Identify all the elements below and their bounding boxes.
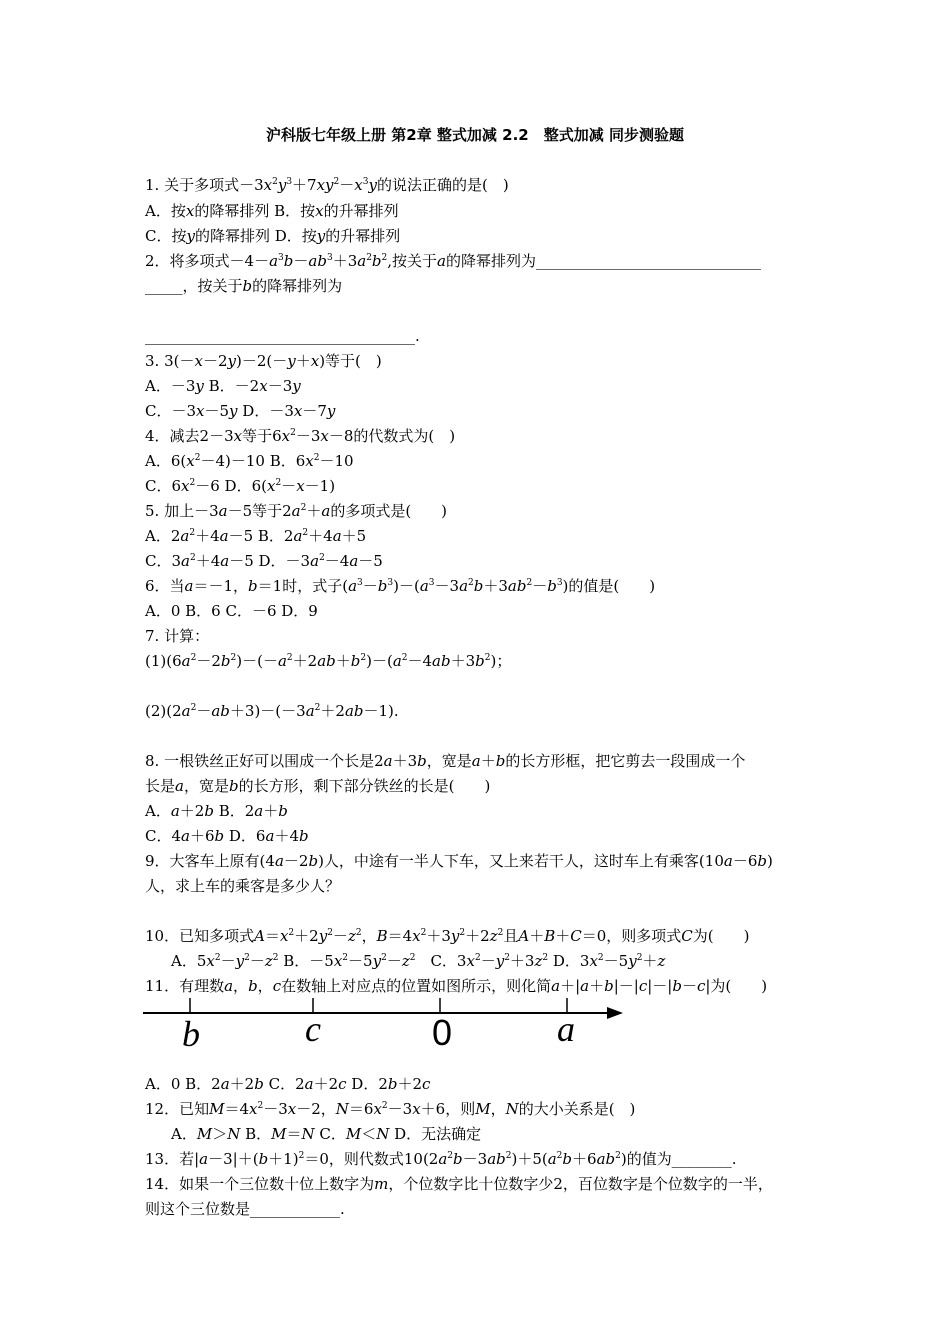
q4-options-ab: A．$6(x^2-4)-10$ B．$6x^2-10$ — [145, 452, 354, 470]
q6-stem: 6．当a＝－1，b＝1时，式子$(a^3-b^3)-(a^3-3a^2b+3ab^2-b^3)$的值是( ) — [145, 577, 656, 595]
q2-answer-blank: ____________________________________. — [145, 327, 420, 345]
q5-options-cd: C．$3a^2+4a-5$ D．$-3a^2-4a-5$ — [145, 552, 383, 570]
q7-part1: $(1)(6a^2-2b^2)-(-a^2+2ab+b^2)-(a^2-4ab+3b^2)$； — [145, 652, 512, 670]
q10-options: A．$5x^2-y^2-z^2$ B．$-5x^2-5y^2-z^2$ C．$3x^2-y^2+3z^2$ D．$3x^2-5y^2+z$ — [171, 952, 666, 970]
q7-part2: $(2)(2a^2-ab+3)-(-3a^2+2ab-1)$. — [145, 702, 399, 720]
q1-stem: 1. 关于多项式$-3x^2y^3+7xy^2-x^3y$的说法正确的是( ) — [145, 176, 509, 194]
q12-options: A．M＞N B．M＝N C．M＜N D．无法确定 — [171, 1125, 482, 1143]
q5-stem: 5. 加上－3a－5等于$2a^2+a$的多项式是( ) — [145, 502, 448, 520]
number-line-figure — [143, 996, 623, 1056]
q1-options-cd: C．按y的降幂排列 D．按y的升幂排列 — [145, 227, 401, 245]
q14-stem-line2: 则这个三位数是____________. — [145, 1200, 345, 1218]
q6-options: A．0 B．6 C．－6 D．9 — [145, 602, 318, 620]
q3-options-ab: A．－3y B．－2x－3y — [145, 377, 301, 395]
q4-stem: 4．减去2－3x等于$6x^2-3x-8$的代数式为( ) — [145, 427, 456, 445]
q8-options-ab: A．a＋2b B．2a＋b — [145, 802, 288, 820]
q8-options-cd: C．4a＋6b D．6a＋4b — [145, 827, 309, 845]
q1-options-ab: A．按x的降幂排列 B．按x的升幂排列 — [145, 202, 399, 220]
q9-stem-line1: 9．大客车上原有(4a－2b)人，中途有一半人下车，又上来若干人，这时车上有乘客(10a－6b) — [145, 852, 773, 870]
q11-stem: 11．有理数a，b，c在数轴上对应点的位置如图所示，则化简a＋|a＋b|－|c|－|b－c|为( ) — [145, 977, 768, 995]
label-zero: 0 — [432, 1012, 453, 1053]
label-b: b — [182, 1014, 200, 1054]
q12-stem: 12．已知$M=4x^2-3x-2$，$N=6x^2-3x+6$，则M，N的大小关系是( ) — [145, 1100, 636, 1118]
q13-stem: 13．若$|a-3|+(b+1)^2=0$，则代数式$10(2a^2b-3ab^2)+5(a^2b+6ab^2)$的值为________. — [145, 1150, 737, 1168]
q11-options: A．0 B．2a＋2b C．2a＋2c D．2b＋2c — [145, 1075, 431, 1093]
q3-options-cd: C．－3x－5y D．－3x－7y — [145, 402, 336, 420]
q8-stem-line2: 长是a，宽是b的长方形，剩下部分铁丝的长是( ) — [145, 777, 491, 795]
number-line-arrow-icon — [607, 1007, 623, 1019]
q10-stem: 10．已知多项式$A=x^2+2y^2-z^2$，$B=4x^2+3y^2+2z^2$且A＋B＋C＝0，则多项式C为( ) — [145, 927, 750, 945]
q14-stem-line1: 14．如果一个三位数十位上数字为m，个位数字比十位数字少2，百位数字是个位数字的一半， — [145, 1175, 773, 1193]
q3-stem: 3. 3(－x－2y)－2(－y＋x)等于( ) — [145, 352, 382, 370]
q4-options-cd: C．$6x^2-6$ D．$6(x^2-x-1)$ — [145, 477, 336, 495]
page-title: 沪科版七年级上册 第2章 整式加减 2.2 整式加减 同步测验题 — [266, 126, 684, 144]
label-a: a — [557, 1009, 575, 1049]
q2-stem: 2．将多项式$-4-a^3b-ab^3+3a^2b^2$,按关于a的降幂排列为______________________________ — [145, 252, 762, 270]
q5-options-ab: A．$2a^2+4a-5$ B．$2a^2+4a+5$ — [145, 527, 367, 545]
label-c: c — [305, 1009, 321, 1049]
q2-continuation: _____，按关于b的降幂排列为 — [145, 277, 343, 295]
q9-stem-line2: 人，求上车的乘客是多少人？ — [145, 877, 341, 895]
q7-stem: 7. 计算： — [145, 627, 210, 645]
q8-stem-line1: 8. 一根铁丝正好可以围成一个长是2a＋3b，宽是a＋b的长方形框，把它剪去一段围成一个 — [145, 752, 746, 770]
